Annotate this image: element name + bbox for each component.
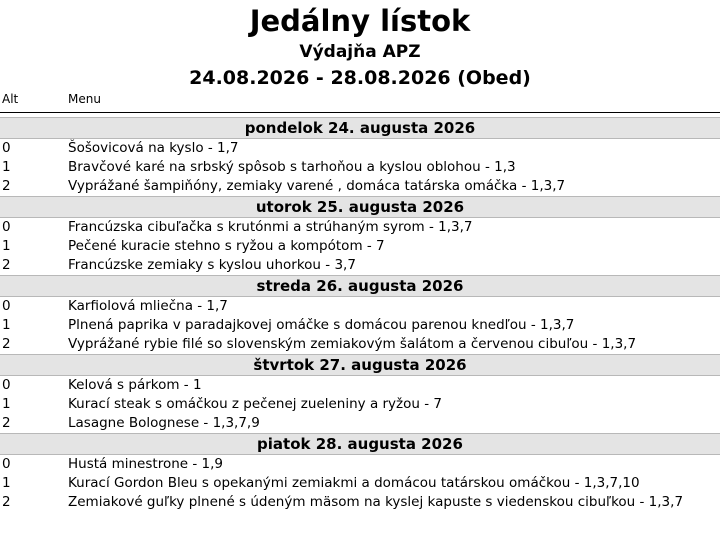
- alt-number: 2: [2, 257, 11, 273]
- menu-item-text: Zemiakové guľky plnené s údeným mäsom na kyslej kapuste s viedenskou cibuľkou - 1,3,7: [68, 494, 684, 510]
- menu-row: [0, 316, 720, 335]
- menu-row: [0, 237, 720, 256]
- menu-row: [0, 139, 720, 158]
- menu-item-text: Vyprážané šampiňóny, zemiaky varené , domáca tatárska omáčka - 1,3,7: [68, 178, 566, 194]
- menu-row: [0, 474, 720, 493]
- menu-row: [0, 376, 720, 395]
- menu-row: [0, 335, 720, 354]
- alt-number: 1: [2, 317, 11, 333]
- alt-number: 2: [2, 336, 11, 352]
- day-header: pondelok 24. augusta 2026: [0, 117, 720, 139]
- menu-row: [0, 395, 720, 414]
- alt-number: 0: [2, 140, 11, 156]
- menu-row: [0, 158, 720, 177]
- menu-column-label: Menu: [68, 92, 101, 106]
- menu-item-text: Francúzska cibuľačka s krutónmi a strúhaným syrom - 1,3,7: [68, 219, 473, 235]
- alt-number: 0: [2, 219, 11, 235]
- alt-number: 1: [2, 475, 11, 491]
- menu-table: [0, 117, 720, 512]
- day-header: štvrtok 27. augusta 2026: [0, 354, 720, 376]
- menu-item-text: Plnená paprika v paradajkovej omáčke s domácou parenou knedľou - 1,3,7: [68, 317, 575, 333]
- menu-item-text: Kurací steak s omáčkou z pečenej zueleniny a ryžou - 7: [68, 396, 442, 412]
- menu-row: [0, 493, 720, 512]
- page-subtitle: Výdajňa APZ: [299, 42, 421, 62]
- menu-item-text: Šošovicová na kyslo - 1,7: [68, 140, 239, 156]
- menu-item-text: Francúzske zemiaky s kyslou uhorkou - 3,7: [68, 257, 356, 273]
- menu-row: [0, 256, 720, 275]
- menu-item-text: Kelová s párkom - 1: [68, 377, 202, 393]
- page-header: [0, 0, 720, 90]
- menu-row: [0, 297, 720, 316]
- menu-item-text: Pečené kuracie stehno s ryžou a kompótom - 7: [68, 238, 385, 254]
- page-title: Jedálny lístok: [249, 4, 471, 38]
- alt-number: 1: [2, 396, 11, 412]
- menu-row: [0, 455, 720, 474]
- menu-row: [0, 414, 720, 433]
- menu-item-text: Bravčové karé na srbský spôsob s tarhoňou a kyslou oblohou - 1,3: [68, 159, 516, 175]
- alt-column-label: Alt: [2, 92, 19, 106]
- day-header: utorok 25. augusta 2026: [0, 196, 720, 218]
- alt-number: 1: [2, 159, 11, 175]
- alt-number: 0: [2, 298, 11, 314]
- alt-number: 2: [2, 494, 11, 510]
- menu-item-text: Lasagne Bolognese - 1,3,7,9: [68, 415, 260, 431]
- column-header: [0, 90, 720, 113]
- menu-item-text: Karfiolová mliečna - 1,7: [68, 298, 228, 314]
- date-range: 24.08.2026 - 28.08.2026 (Obed): [189, 67, 531, 89]
- menu-row: [0, 218, 720, 237]
- menu-row: [0, 177, 720, 196]
- day-header: piatok 28. augusta 2026: [0, 433, 720, 455]
- day-header: streda 26. augusta 2026: [0, 275, 720, 297]
- menu-item-text: Hustá minestrone - 1,9: [68, 456, 223, 472]
- menu-item-text: Vyprážané rybie filé so slovenským zemiakovým šalátom a červenou cibuľou - 1,3,7: [68, 336, 637, 352]
- alt-number: 0: [2, 377, 11, 393]
- alt-number: 1: [2, 238, 11, 254]
- alt-number: 0: [2, 456, 11, 472]
- alt-number: 2: [2, 178, 11, 194]
- menu-item-text: Kurací Gordon Bleu s opekanými zemiakmi a domácou tatárskou omáčkou - 1,3,7,10: [68, 475, 640, 491]
- alt-number: 2: [2, 415, 11, 431]
